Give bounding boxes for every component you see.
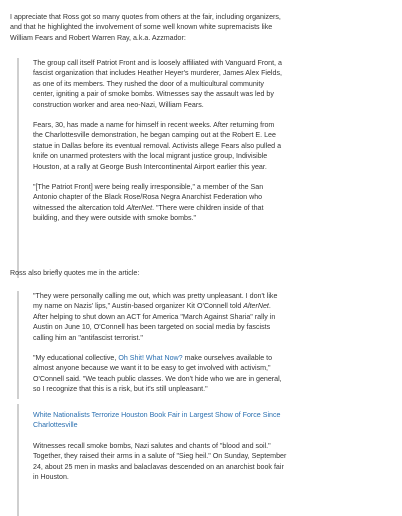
quote-line: so I recognize that this is a risk, but it's still unpleasant." bbox=[33, 385, 208, 394]
publication-name: AlterNet bbox=[243, 302, 269, 311]
quote-line: as one of its members. They rushed the door of a multicultural community bbox=[33, 79, 264, 88]
embedded-article-title bbox=[33, 410, 387, 431]
quote-line: statue in Dallas before its eventual removal. Activists allege Fears also pulled a bbox=[33, 141, 282, 150]
quote-line: "[The Patriot Front] were being really irresponsible," a member of the San bbox=[33, 183, 264, 192]
blockquote-patriot-front bbox=[17, 58, 387, 278]
quote-line: After helping to shut down an ACT for America "March Against Sharia" rally in bbox=[33, 312, 276, 321]
intro-line: William Fears and Robert Warren Ray, a.k.a. Azzmador: bbox=[10, 33, 186, 42]
quote-line: fascist organization that includes Heather Heyer's murderer, James Alex Fields, bbox=[33, 69, 282, 78]
mid-paragraph bbox=[10, 268, 388, 278]
quote-line: the Charlottesville demonstration, he began camping out at the Robert E. Lee bbox=[33, 131, 276, 140]
quote-paragraph bbox=[33, 291, 387, 343]
quote-text: . bbox=[268, 302, 271, 311]
quote-text: my name on Nazis' lips," Austin-based organizer Kit O'Connell told bbox=[33, 302, 244, 311]
quote-line: 24, about 25 men in masks and balaclavas descended on an anarchist book fair bbox=[33, 462, 284, 471]
quote-paragraph bbox=[33, 353, 387, 395]
embedded-article-excerpt bbox=[33, 441, 387, 483]
blockquote-oconnell bbox=[17, 291, 387, 399]
oh-shit-what-now-link[interactable]: Oh Shit! What Now? bbox=[118, 354, 183, 363]
quote-text: . "There were children inside of that bbox=[152, 203, 264, 212]
quote-paragraph bbox=[33, 182, 387, 224]
quote-text: "My educational collective, bbox=[33, 354, 119, 363]
quote-line: "They were personally calling me out, which was pretty unpleasant. I don't like bbox=[33, 292, 278, 300]
quote-line bbox=[33, 301, 387, 311]
quote-line: Antonio chapter of the Black Rose/Rosa Negra Anarchist Federation who bbox=[33, 193, 263, 202]
quote-line: calling him an "antifascist terrorist." bbox=[33, 333, 143, 342]
quote-line: The group call itself Patriot Front and is loosely affiliated with Vanguard Front, a bbox=[33, 59, 282, 67]
mid-text: Ross also briefly quotes me in the article: bbox=[10, 269, 140, 277]
quote-line: in Houston. bbox=[33, 473, 69, 482]
intro-line: and that he highlighted the involvement of some well known white supremacists like bbox=[10, 23, 273, 32]
quote-paragraph bbox=[33, 58, 387, 110]
quote-line: Witnesses recall smoke bombs, Nazi salutes and chants of "blood and soil." bbox=[33, 441, 271, 450]
quote-line: almost anyone because we want it to be easy to get involved with activism," bbox=[33, 364, 271, 373]
quote-line: center, igniting a pair of smoke bombs. Witnesses say the assault was led by bbox=[33, 90, 274, 99]
quote-line: Austin on June 10, O'Connell has been targeted on social media by fascists bbox=[33, 323, 271, 332]
quote-line: knife on unarmed protesters with the local migrant justice group, Indivisible bbox=[33, 152, 268, 161]
blockquote-embedded-article bbox=[17, 404, 387, 516]
quote-line: building, and they were outside with smoke bombs." bbox=[33, 214, 197, 223]
quote-text: make ourselves available to bbox=[182, 354, 273, 363]
quote-line: Together, they raised their arms in a salute of "Sieg heil." On Sunday, September bbox=[33, 452, 287, 461]
quote-text: witnessed the altercation told bbox=[33, 203, 127, 212]
intro-paragraph bbox=[10, 12, 388, 43]
publication-name: AlterNet bbox=[126, 203, 153, 212]
intro-line: I appreciate that Ross got so many quotes from others at the fair, including organizers, bbox=[10, 13, 281, 21]
quote-line: O'Connell said. "We teach public classes. We don't hide who we are in general, bbox=[33, 374, 282, 383]
quote-line bbox=[33, 353, 387, 363]
quote-line: Houston, at a rally at George Bush Intercontinental Airport earlier this year. bbox=[33, 162, 267, 171]
article-link[interactable]: White Nationalists Terrorize Houston Book Fair in Largest Show of Force Since bbox=[33, 411, 281, 419]
quote-line bbox=[33, 203, 387, 213]
article-link[interactable]: Charlottesville bbox=[33, 421, 78, 430]
quote-line: construction worker and area neo-Nazi, William Fears. bbox=[33, 100, 204, 109]
quote-paragraph bbox=[33, 120, 387, 172]
quote-line: Fears, 30, has made a name for himself in recent weeks. After returning from bbox=[33, 121, 275, 130]
